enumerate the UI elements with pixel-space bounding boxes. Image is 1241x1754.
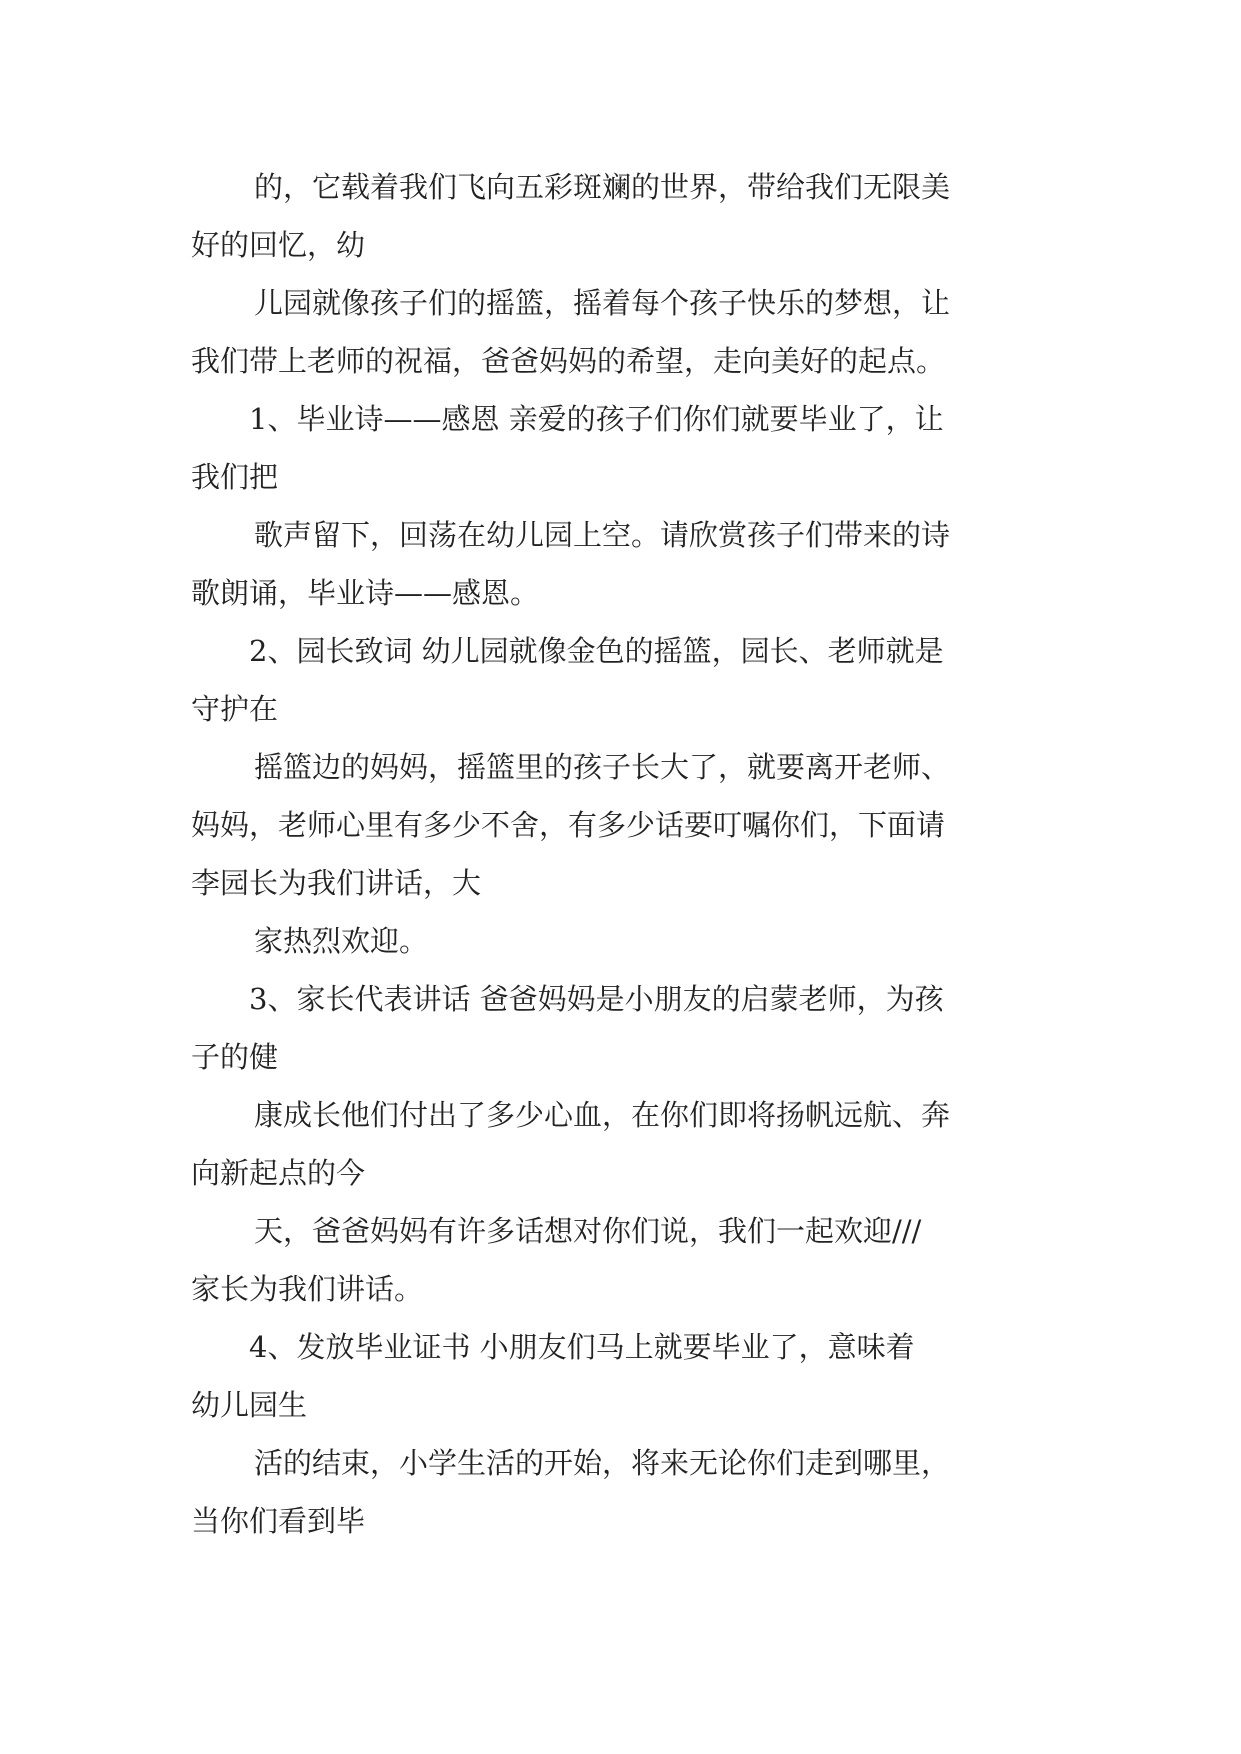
text-line: 当你们看到毕 <box>191 1504 366 1538</box>
text-line: 守护在 <box>191 692 279 726</box>
text-line: 家热烈欢迎。 <box>254 924 429 958</box>
text-line: 我们把 <box>191 460 279 494</box>
text-line: 向新起点的今 <box>191 1156 366 1190</box>
text-line: 康成长他们付出了多少心血，在你们即将扬帆远航、奔 <box>254 1098 951 1132</box>
text-line: 4、发放毕业证书 小朋友们马上就要毕业了，意味着 <box>249 1330 915 1364</box>
text-line: 1、毕业诗——感恩 亲爱的孩子们你们就要毕业了，让 <box>249 402 944 436</box>
text-line: 子的健 <box>191 1040 279 1074</box>
text-line: 摇篮边的妈妈，摇篮里的孩子长大了，就要离开老师、 <box>254 750 951 784</box>
text-line: 妈妈，老师心里有多少不舍，有多少话要叮嘱你们，下面请 <box>191 808 946 842</box>
text-line: 天，爸爸妈妈有许多话想对你们说，我们一起欢迎/// <box>254 1214 922 1248</box>
text-line: 歌声留下，回荡在幼儿园上空。请欣赏孩子们带来的诗 <box>254 518 951 552</box>
text-line: 我们带上老师的祝福，爸爸妈妈的希望，走向美好的起点。 <box>191 344 946 378</box>
text-line: 儿园就像孩子们的摇篮，摇着每个孩子快乐的梦想，让 <box>254 286 951 320</box>
text-line: 好的回忆，幼 <box>191 228 366 262</box>
text-line: 幼儿园生 <box>191 1388 308 1422</box>
text-line: 家长为我们讲话。 <box>191 1272 424 1306</box>
text-line: 的，它载着我们飞向五彩斑斓的世界，带给我们无限美 <box>254 170 951 204</box>
text-line: 2、园长致词 幼儿园就像金色的摇篮，园长、老师就是 <box>249 634 944 668</box>
text-line: 李园长为我们讲话，大 <box>191 866 482 900</box>
document-body <box>191 158 1051 1550</box>
text-line: 活的结束，小学生活的开始，将来无论你们走到哪里， <box>254 1446 951 1480</box>
text-line: 3、家长代表讲话 爸爸妈妈是小朋友的启蒙老师，为孩 <box>249 982 944 1016</box>
text-line: 歌朗诵，毕业诗——感恩。 <box>191 576 540 610</box>
